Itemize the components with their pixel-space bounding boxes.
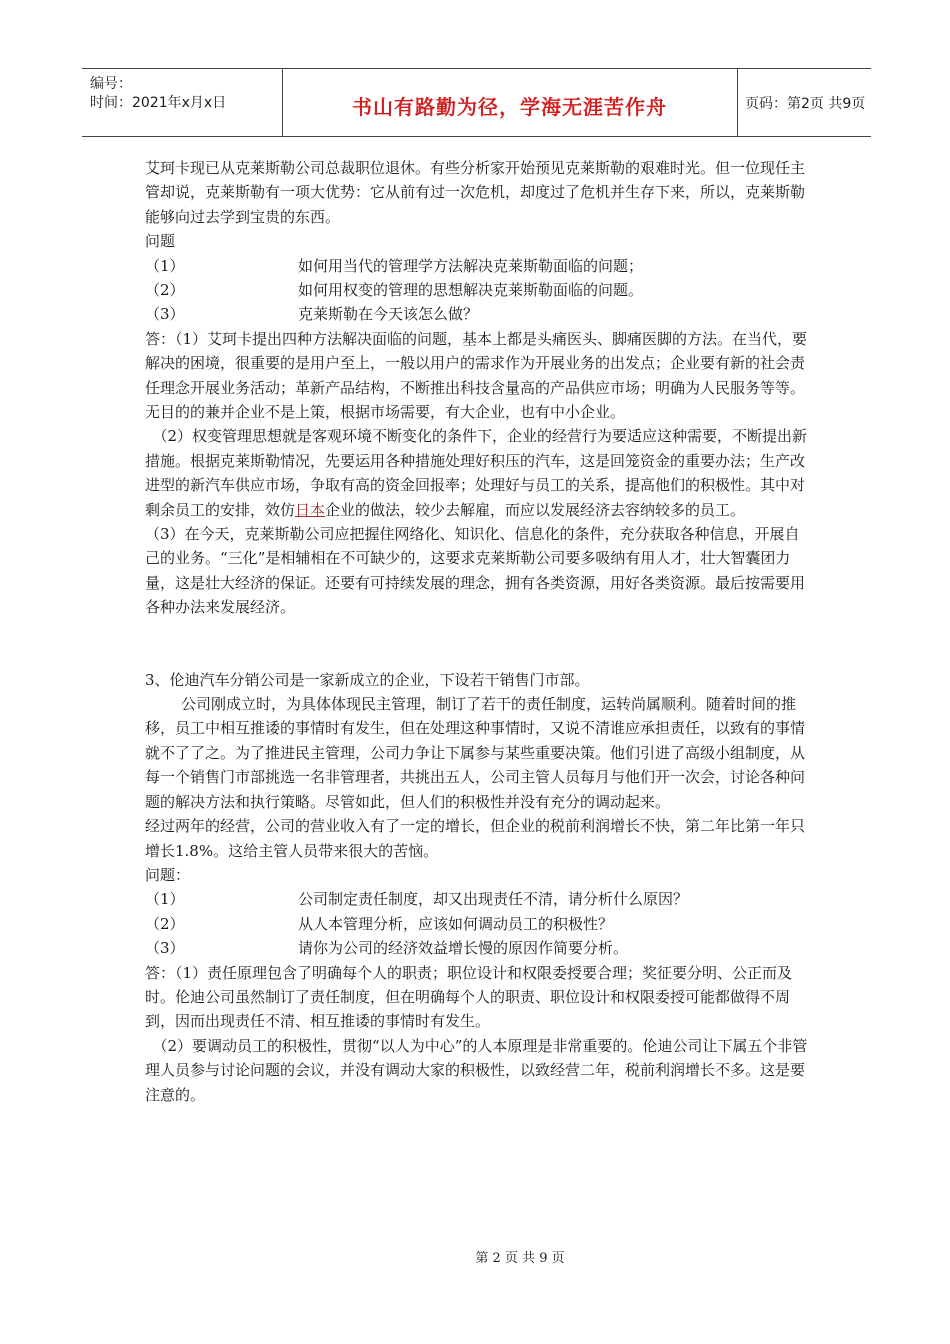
document-body [145, 156, 810, 1107]
case3-answer-1: 答：（1）责任原理包含了明确每个人的职责；职位设计和权限委授要合理；奖征要分明、公正而及时。伦迪公司虽然制订了责任制度，但在明确每个人的职责、职位设计和权限委授可能都做得不周到，因而出现责任不清、相互推诿的事情时有发生。 [145, 963, 793, 1031]
time-label: 时间：2021年x月x日 [90, 95, 227, 111]
header-middle-cell [282, 69, 738, 136]
question-text: 克莱斯勒在今天该怎么做？ [298, 305, 479, 324]
case2-answer-1: 答：（1）艾珂卡提出四种方法解决面临的问题，基本上都是头痛医头、脚痛医脚的方法。在当代，要解决的困境，很重要的是用户至上，一般以用户的需求作为开展业务的出发点；企业要有新的社会责任理念开展业务活动；革新产品结构，不断推出科技含量高的产品供应市场；明确为人民服务等等。无目的的兼并企业不是上策，根据市场需要，有大企业，也有中小企业。 [145, 329, 808, 422]
question-text: 从人本管理分析，应该如何调动员工的积极性？ [298, 914, 614, 933]
case2-question-1 [145, 254, 810, 278]
question-text: 如何用权变的管理的思想解决克莱斯勒面临的问题。 [298, 281, 644, 300]
case3-paragraph-2: 经过两年的经营，公司的营业收入有了一定的增长，但企业的税前利润增长不快，第二年比第一年只增长1.8%。这给主管人员带来很大的苦恼。 [145, 817, 806, 860]
page-footer [0, 1247, 950, 1266]
header-left-cell [82, 69, 283, 136]
case3-paragraph-1: 公司刚成立时，为具体体现民主管理，制订了若干的责任制度，运转尚属顺利。随着时间的推移，员工中相互推诿的事情时有发生，但在处理这种事情时，又说不清谁应承担责任，以致有的事情就不了了之。为了推进民主管理，公司力争让下属参与某些重要决策。他们引进了高级小组制度，从每一个销售门市部挑选一名非管理者，共挑出五人，公司主管人员每月与他们开一次会，讨论各种问题的解决方法和执行策略。尽管如此，但人们的积极性并没有充分的调动起来。 [145, 695, 806, 811]
case3-question-3 [145, 936, 810, 960]
question-number: （3） [145, 939, 185, 958]
case3-questions-label: 问题： [145, 865, 191, 884]
case3-question-2 [145, 912, 810, 936]
case2-answer-2 [145, 424, 810, 522]
question-text: 公司制定责任制度，却又出现责任不清，请分析什么原因？ [298, 890, 689, 909]
case3-question-1 [145, 887, 810, 911]
question-number: （2） [145, 914, 185, 933]
japan-link[interactable]: 日本 [295, 500, 326, 519]
footer-page-number: 第 2 页 共 9 页 [475, 1251, 565, 1266]
page-info: 页码：第2页 共9页 [745, 96, 866, 112]
question-number: （3） [145, 305, 185, 324]
question-number: （1） [145, 890, 185, 909]
case2-intro: 艾珂卡现已从克莱斯勒公司总裁职位退休。有些分析家开始预见克莱斯勒的艰难时光。但一位现任主管却说，克莱斯勒有一项大优势：它从前有过一次危机，却度过了危机并生存下来，所以，克莱斯勒能够向过去学到宝贵的东西。 [145, 159, 806, 226]
question-number: （2） [145, 281, 185, 300]
case2-question-2 [145, 278, 810, 302]
case2-question-3 [145, 302, 810, 326]
page-header [82, 68, 871, 137]
question-text: 如何用当代的管理学方法解决克莱斯勒面临的问题； [298, 256, 644, 275]
answer2-text-before: （2）权变管理思想就是客观环境不断变化的条件下，企业的经营行为要适应这种需要，不断提出新措施。根据克莱斯勒情况，先要运用各种措施处理好积压的汽车，这是回笼资金的重要办法；生产改进型的新汽车供应市场，争取有高的资金回报率；处理好与员工的关系，提高他们的积极性。其中对剩余员工的安排，效仿 [145, 427, 808, 519]
case2-questions-label: 问题 [145, 232, 176, 251]
section-gap [145, 620, 810, 668]
header-right-cell [737, 69, 871, 136]
case3-answer-2: （2）要调动员工的积极性，贯彻“以人为中心”的人本原理是非常重要的。伦迪公司让下属五个非管理人员参与讨论问题的会议，并没有调动大家的积极性，以致经营二年，税前利润增长不多。这是要注意的。 [145, 1036, 808, 1104]
number-label: 编号： [90, 76, 132, 92]
question-text: 请你为公司的经济效益增长慢的原因作简要分析。 [298, 939, 629, 958]
case3-title: 3、伦迪汽车分销公司是一家新成立的企业，下设若干销售门市部。 [145, 670, 590, 689]
header-motto: 书山有路勤为径，学海无涯苦作舟 [352, 95, 667, 119]
case2-answer-3: （3）在今天，克莱斯勒公司应把握住网络化、知识化、信息化的条件，充分获取各种信息，开展自己的业务。“三化”是相辅相在不可缺少的，这要求克莱斯勒公司要多吸纳有用人才，壮大智囊团力量，这是壮大经济的保证。还要有可持续发展的理念，拥有各类资源，用好各类资源。最后按需要用各种办法来发展经济。 [145, 525, 806, 617]
question-number: （1） [145, 256, 185, 275]
answer2-text-after: 企业的做法，较少去解雇，而应以发展经济去容纳较多的员工。 [325, 500, 746, 519]
